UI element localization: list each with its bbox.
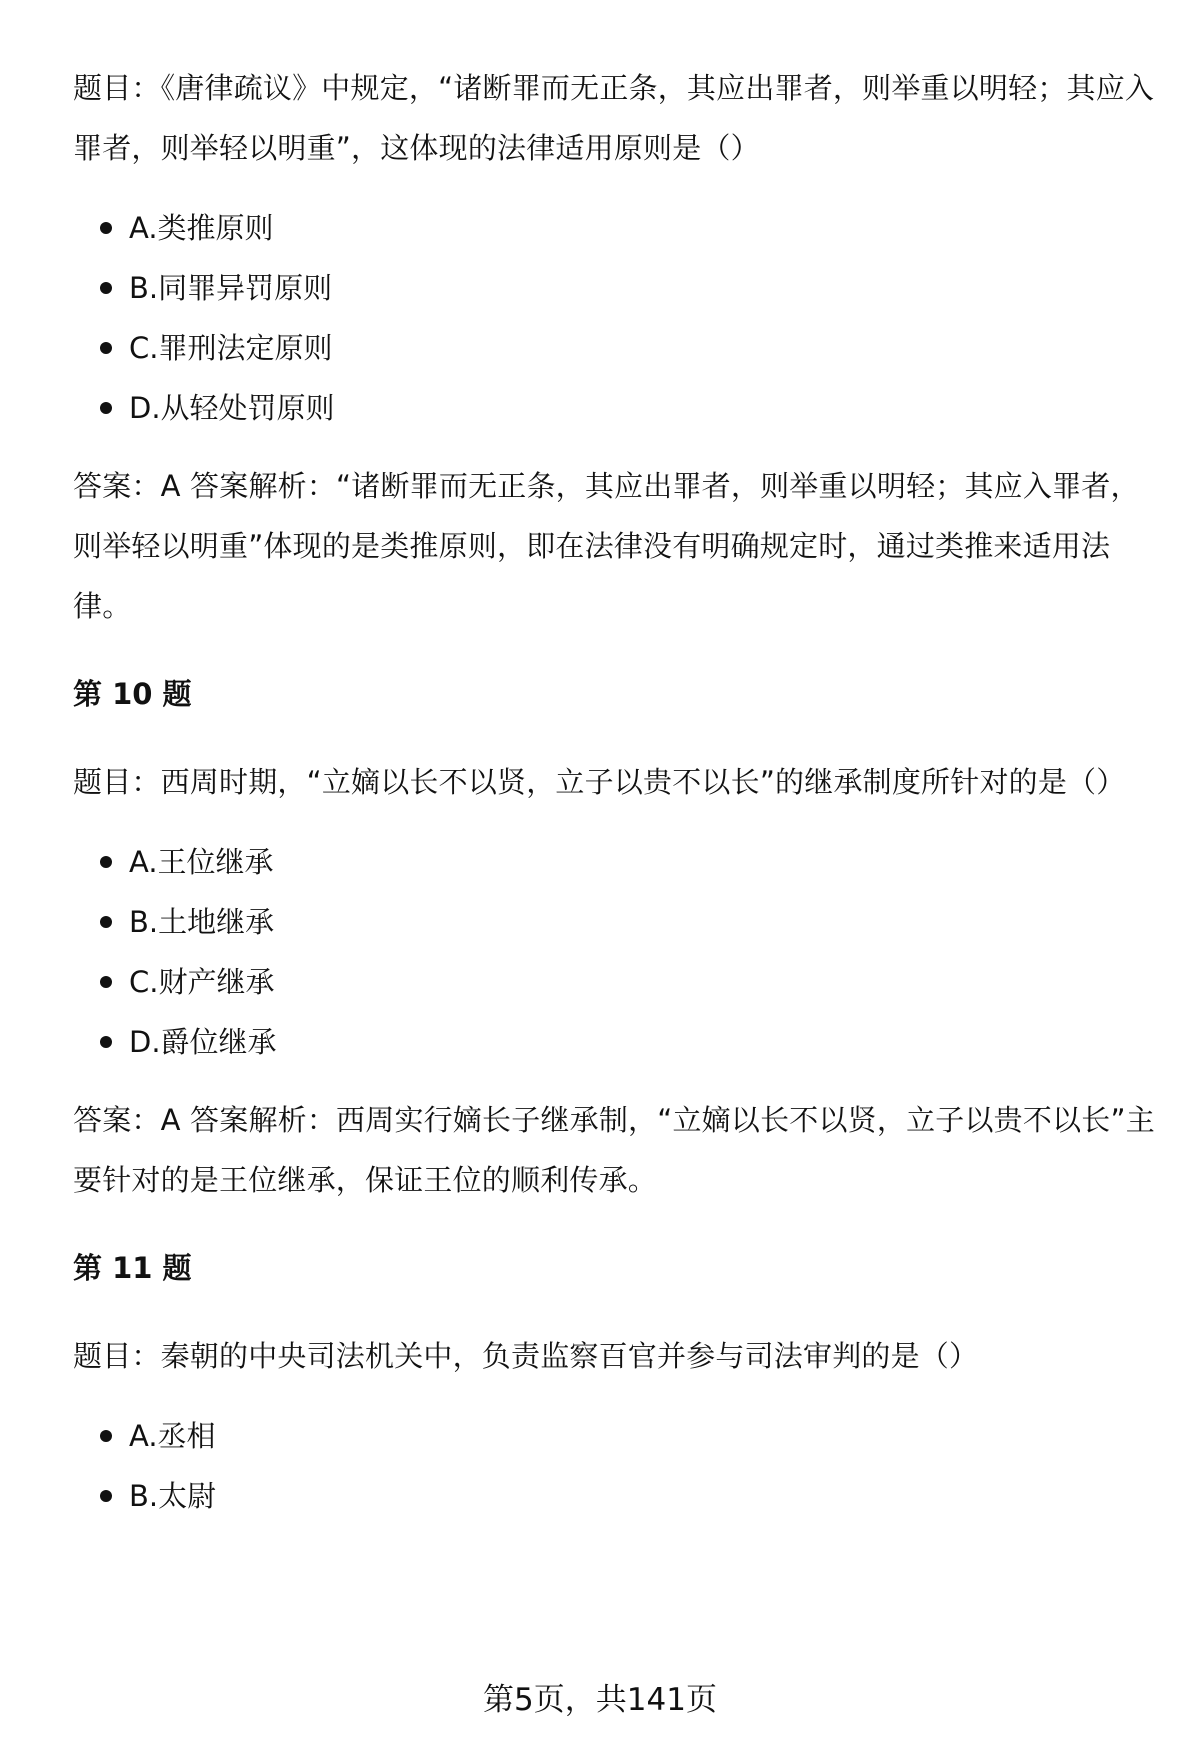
option-item [73, 1406, 1158, 1466]
question-text: 题目：《唐律疏议》中规定，“诸断罪而无正条，其应出罪者，则举重以明轻；其应入罪者，则举轻以明重”，这体现的法律适用原则是（） [73, 71, 1155, 165]
option-label: C.财产继承 [129, 965, 275, 999]
bullet-icon [100, 1430, 112, 1442]
options-list [73, 832, 1158, 1072]
question-text: 题目：秦朝的中央司法机关中，负责监察百官并参与司法审判的是（） [73, 1339, 979, 1373]
option-item [73, 318, 1158, 378]
bullet-icon [100, 976, 112, 988]
bullet-icon [100, 916, 112, 928]
question-heading: 第 11 题 [73, 1251, 192, 1285]
option-item [73, 832, 1158, 892]
question-heading: 第 10 题 [73, 677, 192, 711]
option-item [73, 258, 1158, 318]
document-body [73, 58, 1158, 1544]
bullet-icon [100, 1490, 112, 1502]
bullet-icon [100, 222, 112, 234]
options-list [73, 1406, 1158, 1526]
option-label: A.类推原则 [129, 211, 274, 245]
option-item [73, 1012, 1158, 1072]
option-label: B.土地继承 [129, 905, 275, 939]
option-item [73, 198, 1158, 258]
option-item [73, 952, 1158, 1012]
bullet-icon [100, 402, 112, 414]
answer-explanation: 答案：A 答案解析：“诸断罪而无正条，其应出罪者，则举重以明轻；其应入罪者，则举轻以明重”体现的是类推原则，即在法律没有明确规定时，通过类推来适用法律。 [73, 469, 1140, 623]
option-item [73, 892, 1158, 952]
option-label: A.王位继承 [129, 845, 274, 879]
bullet-icon [100, 342, 112, 354]
option-label: D.从轻处罚原则 [129, 391, 335, 425]
option-label: B.太尉 [129, 1479, 217, 1513]
option-item [73, 378, 1158, 438]
bullet-icon [100, 1036, 112, 1048]
option-label: C.罪刑法定原则 [129, 331, 333, 365]
option-item [73, 1466, 1158, 1526]
option-label: D.爵位继承 [129, 1025, 277, 1059]
options-list [73, 198, 1158, 438]
answer-explanation: 答案：A 答案解析：西周实行嫡长子继承制，“立嫡以长不以贤，立子以贵不以长”主要针对的是王位继承，保证王位的顺利传承。 [73, 1103, 1155, 1197]
bullet-icon [100, 282, 112, 294]
option-label: B.同罪异罚原则 [129, 271, 333, 305]
page-footer: 第5页，共141页 [483, 1682, 717, 1718]
option-label: A.丞相 [129, 1419, 216, 1453]
bullet-icon [100, 856, 112, 868]
question-text: 题目：西周时期，“立嫡以长不以贤，立子以贵不以长”的继承制度所针对的是（） [73, 765, 1126, 799]
